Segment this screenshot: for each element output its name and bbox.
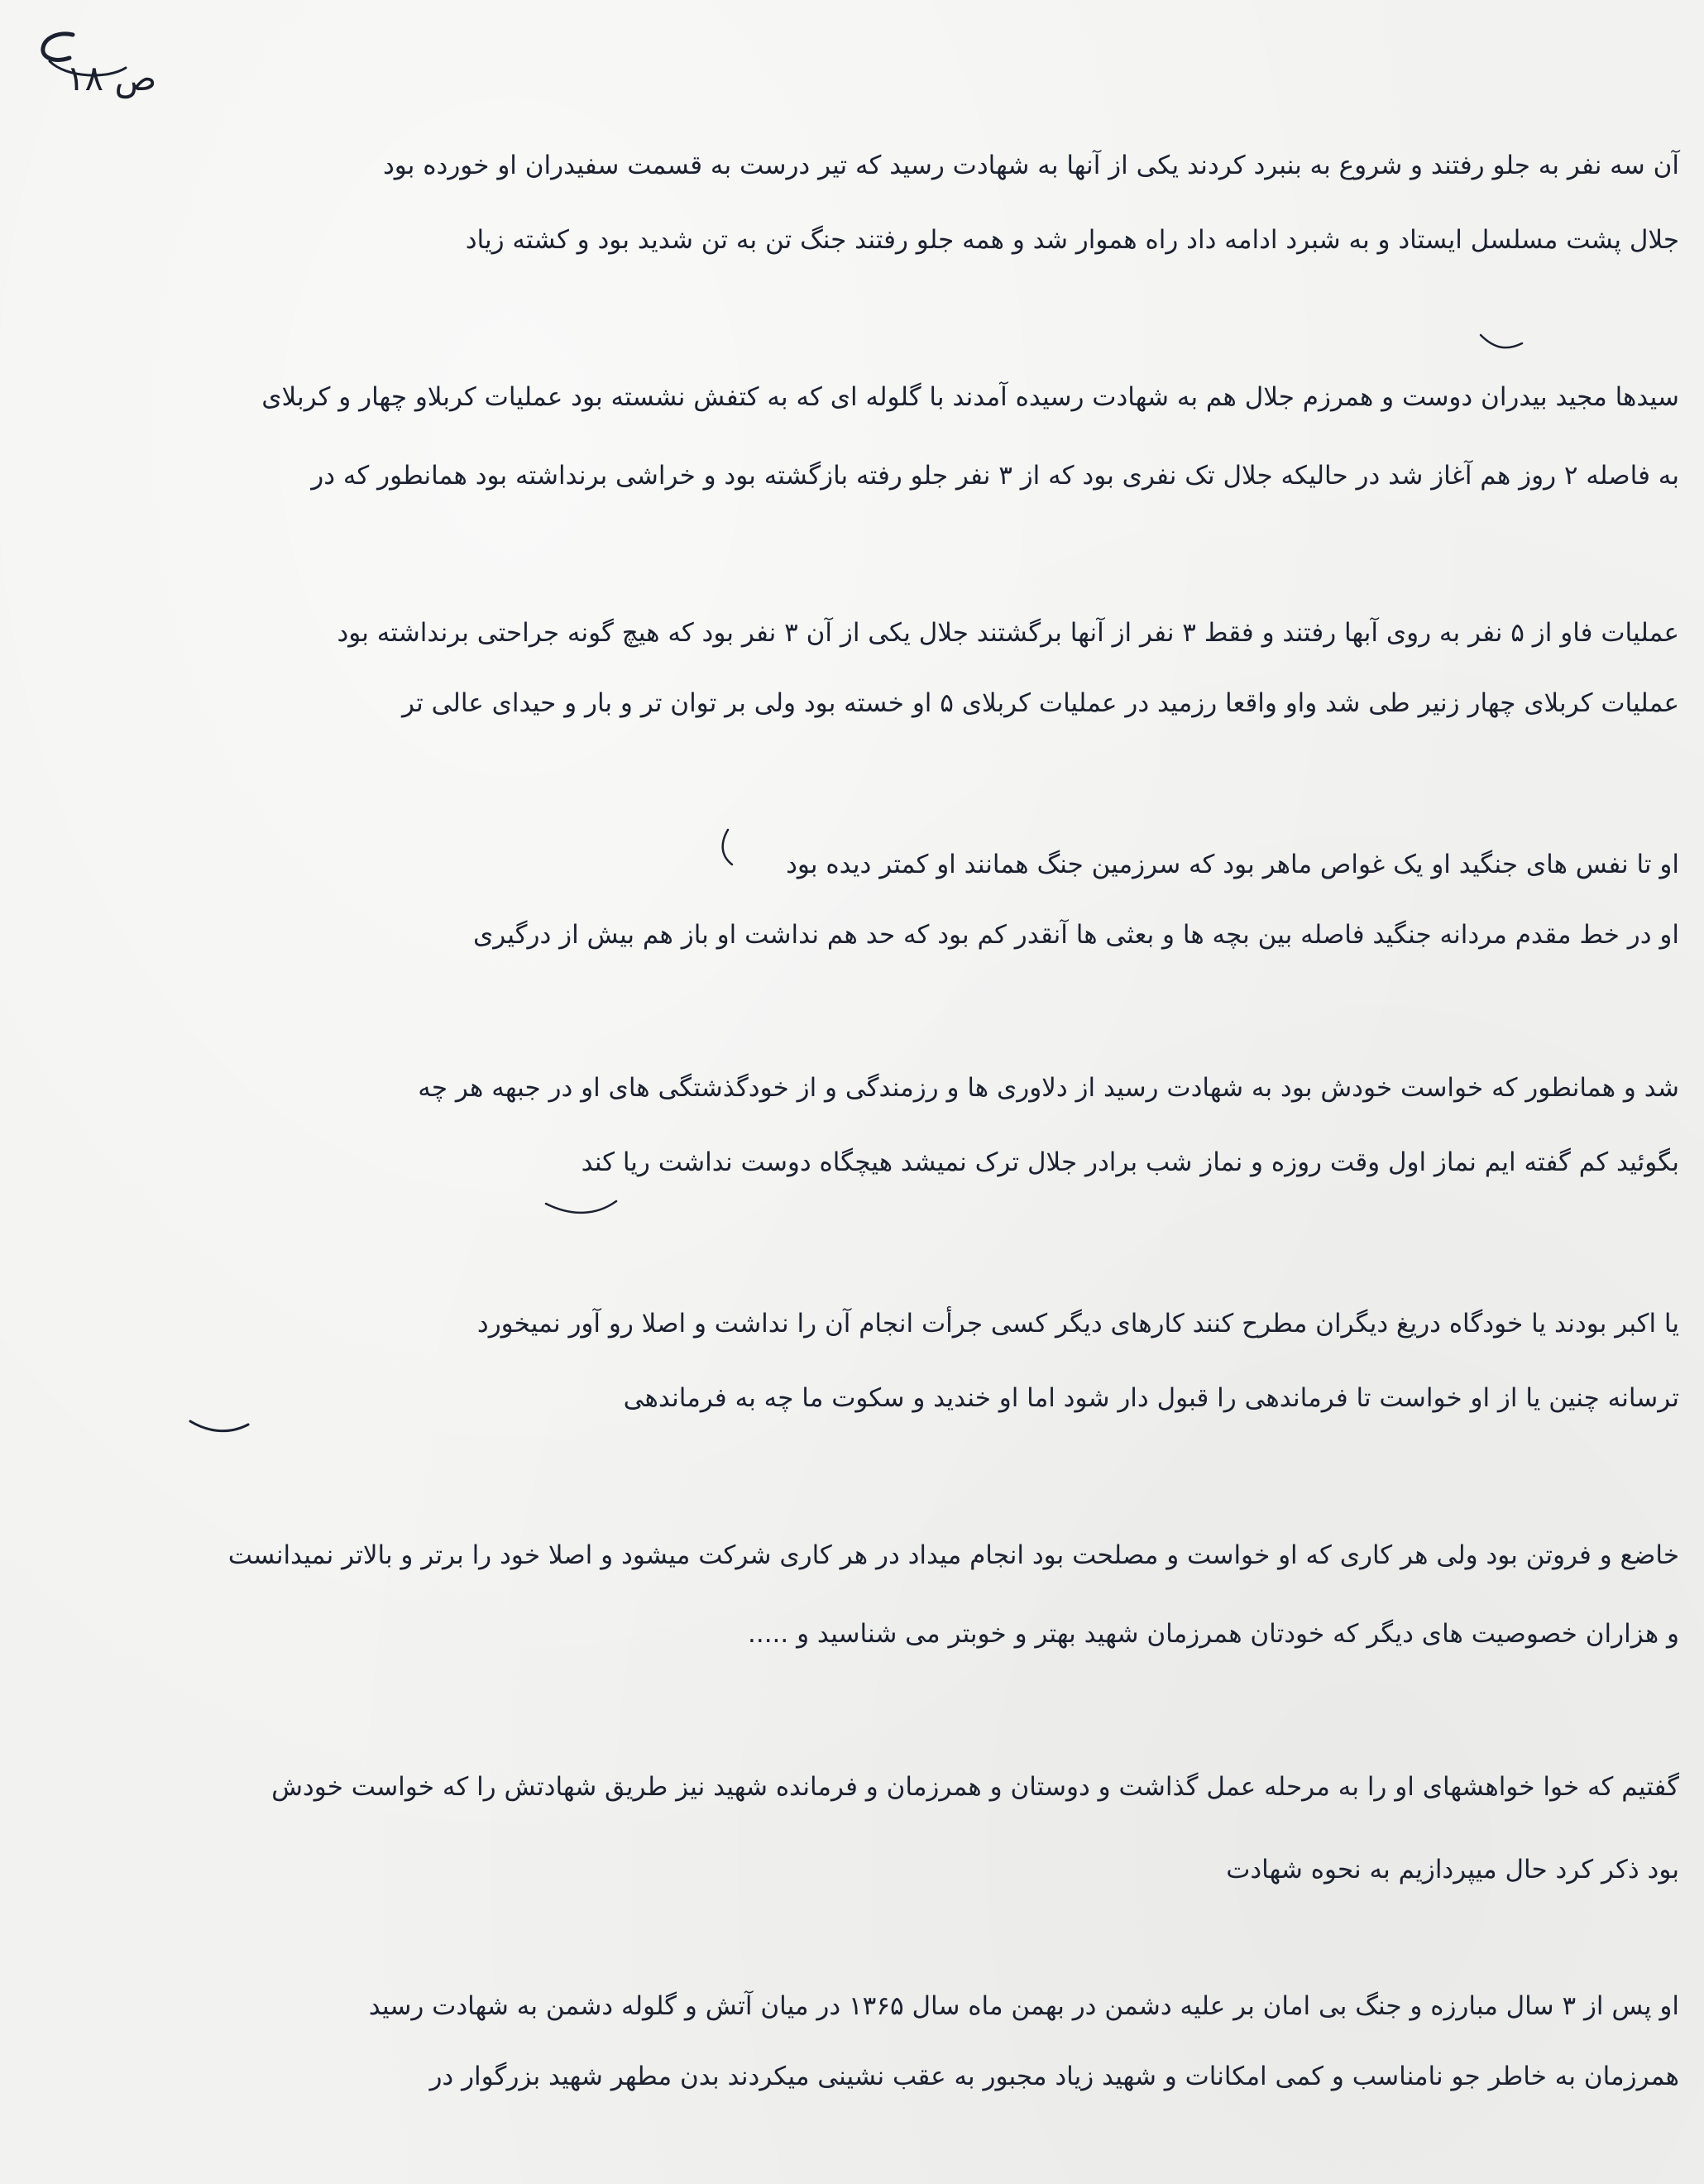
text-line-17: او پس از ۳ سال مبارزه و جنگ بی امان بر علیه دشمن در بهمن ماه سال ۱۳۶۵ در میان آتش و گلوله دشمن به شهادت رسید [368, 1991, 1679, 2021]
text-line-10: بگوئید کم گفته ایم نماز اول وقت روزه و نماز شب برادر جلال ترک نمیشد هیچگاه دوست نداشت ریا کند [581, 1147, 1679, 1177]
text-line-13: خاضع و فروتن بود ولی هر کاری که او خواست و مصلحت بود انجام میداد در هر کاری شرکت میشود و اصلا خود را برتر و بالاتر نمیدانست [227, 1540, 1679, 1570]
text-line-8: او در خط مقدم مردانه جنگید فاصله بین بچه ها و بعثی ها آنقدر کم بود که حد هم نداشت او باز هم بیش از درگیری [473, 920, 1679, 950]
text-line-14: و هزاران خصوصیت های دیگر که خودتان همرزمان شهید بهتر و خوبتر می شناسید و ..... [747, 1619, 1679, 1649]
text-line-4: به فاصله ۲ روز هم آغاز شد در حالیکه جلال تک نفری بود که از ۳ نفر جلو رفته بازگشته بود و خراشی برنداشته بود همانطور که در [311, 461, 1679, 491]
text-line-6: عملیات کربلای چهار زنیر طی شد واو واقعا رزمید در عملیات کربلای ۵ او خسته بود ولی بر توان تر و بار و حیدای عالی تر [401, 688, 1679, 718]
text-line-12: ترسانه چنین یا از او خواست تا فرماندهی را قبول دار شود اما او خندید و سکوت ما چه به فرماندهی [623, 1383, 1679, 1413]
text-line-15: گفتیم که خوا خواهشهای او را به مرحله عمل گذاشت و دوستان و همرزمان و فرمانده شهید نیز طریق شهادتش را که خواست خودش [271, 1772, 1679, 1802]
text-line-2: جلال پشت مسلسل ایستاد و به شبرد ادامه داد راه هموار شد و همه جلو رفتند جنگ تن به تن شدید بود و کشته زیاد [465, 225, 1679, 255]
text-line-7: او تا نفس های جنگید او یک غواص ماهر بود که سرزمین جنگ همانند او کمتر دیده بود [786, 850, 1679, 879]
text-line-5: عملیات فاو از ۵ نفر به روی آبها رفتند و فقط ۳ نفر از آنها برگشتند جلال یکی از آن ۳ نفر بود که هیچ گونه جراحتی برنداشته بود [337, 618, 1679, 648]
text-line-11: یا اکبر بودند یا خودگاه دریغ دیگران مطرح کنند کارهای دیگر کسی جرأت انجام آن را نداشت و اصلا رو آور نمیخورد [476, 1309, 1679, 1339]
page-number: ص ۱۸ [66, 58, 157, 98]
text-line-16: بود ذکر کرد حال میپردازیم به نحوه شهادت [1226, 1855, 1679, 1885]
text-line-1: آن سه نفر به جلو رفتند و شروع به بنبرد کردند یکی از آنها به شهادت رسید که تیر درست به قسمت سفیدران او خورده بود [382, 151, 1679, 180]
text-line-9: شد و همانطور که خواست خودش بود به شهادت رسید از دلاوری ها و رزمندگی و از خودگذشتگی های او در جبهه هر چه [418, 1073, 1679, 1103]
text-line-3: سیدها مجید بیدران دوست و همرزم جلال هم به شهادت رسیده آمدند با گلوله ای که به کتفش نشسته بود عملیات کربلاو چهار و کربلای [261, 382, 1679, 412]
text-line-18: همرزمان به خاطر جو نامناسب و کمی امکانات و شهید زیاد مجبور به عقب نشینی میکردند بدن مطهر شهید بزرگوار در [429, 2062, 1679, 2091]
